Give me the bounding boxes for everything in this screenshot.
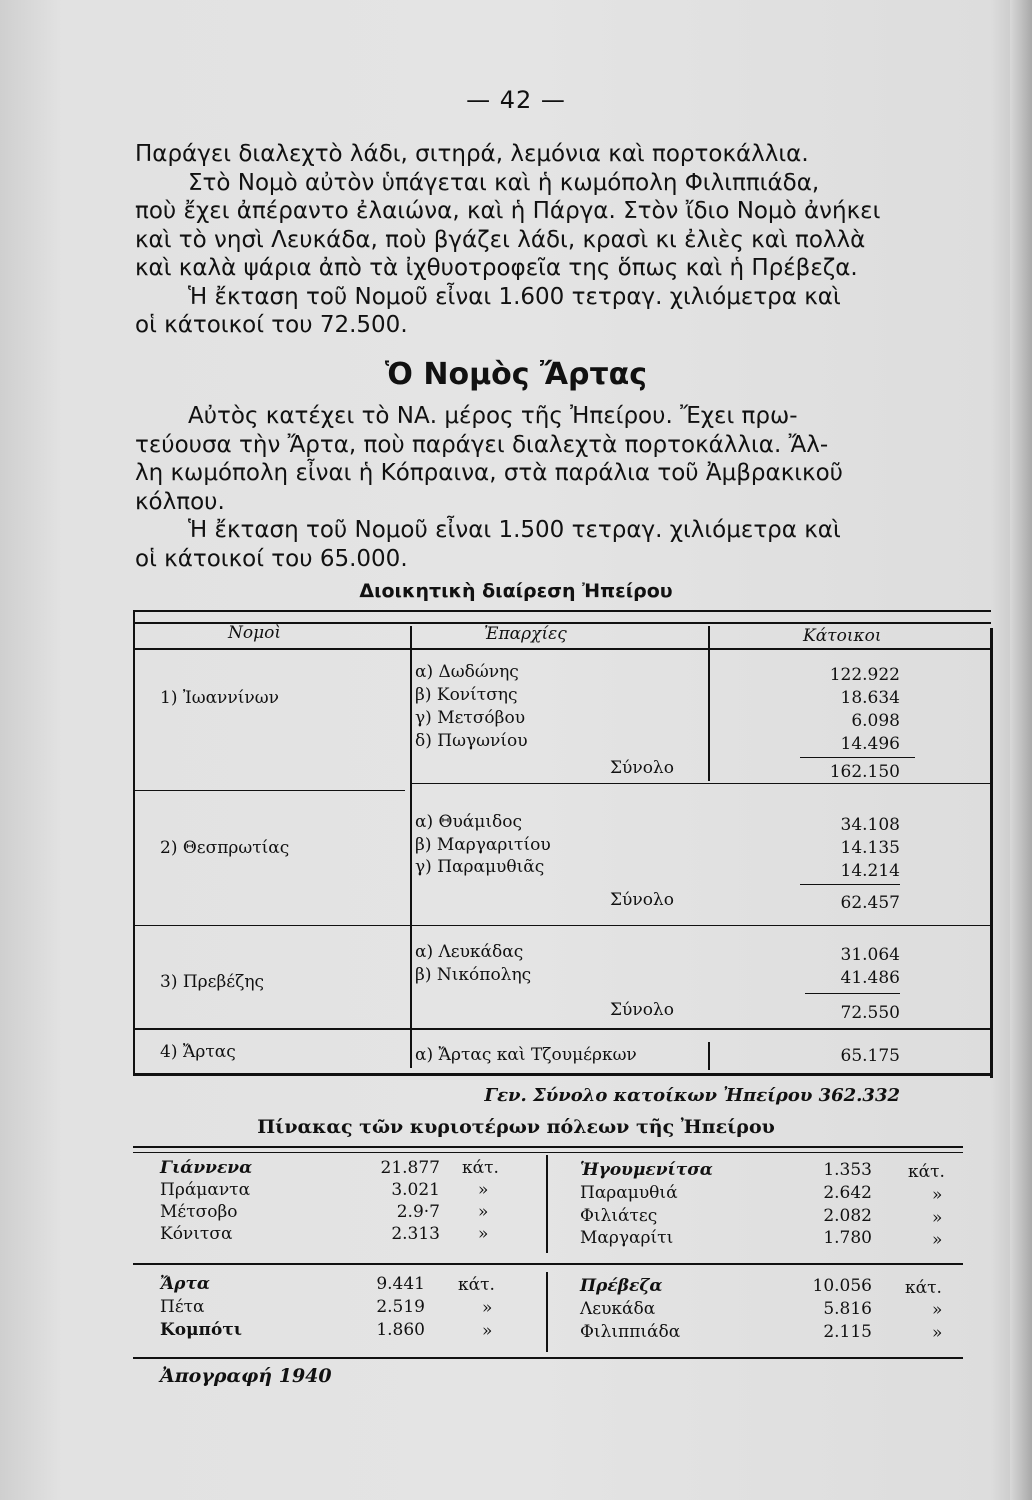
eparchia: β) Νικόπολης: [415, 965, 532, 985]
city-name: Μαργαρίτι: [580, 1228, 674, 1248]
ditto-mark: »: [932, 1185, 943, 1205]
city-population: 2.082: [823, 1206, 872, 1226]
city-population: 21.877: [380, 1158, 440, 1178]
city-population: 2.642: [823, 1183, 872, 1203]
city-name: Γιάννενα: [160, 1158, 253, 1178]
arta-paragraph: [135, 402, 980, 573]
population: 122.922: [829, 665, 900, 685]
text-line: Στὸ Νομὸ αὐτὸν ὑπάγεται καὶ ἡ κωμόπολη Φιλιππιάδα,: [188, 169, 820, 196]
cities-table-title: Πίνακας τῶν κυριοτέρων πόλεων τῆς Ἠπείρου: [257, 1116, 775, 1138]
group-rule: [135, 790, 405, 791]
population: 18.634: [840, 688, 900, 708]
eparchia: α) Δωδώνης: [415, 662, 519, 682]
city-name: Φιλιάτες: [580, 1206, 658, 1226]
population: 6.098: [851, 711, 900, 731]
arta-heading: Ὁ Νομὸς Ἄρτας: [384, 357, 648, 392]
header-eparchies: Ἐπαρχίες: [484, 624, 567, 644]
eparchia: γ) Παραμυθιᾶς: [415, 857, 545, 877]
page-edge: [1010, 0, 1032, 1500]
ditto-mark: »: [932, 1300, 943, 1320]
table-column-divider: [410, 626, 412, 1068]
total-population: 162.150: [829, 762, 900, 782]
city-name: Λευκάδα: [580, 1299, 656, 1319]
admin-table-caption: Διοικητικὴ διαίρεση Ἠπείρου: [359, 580, 673, 602]
city-population: 2.9·7: [396, 1202, 440, 1222]
abbr-katoikoi: κάτ.: [458, 1275, 495, 1295]
city-name: Ἄρτα: [160, 1274, 210, 1294]
city-population: 1.780: [823, 1228, 872, 1248]
text-line: λη κωμόπολη εἶναι ἡ Κόπραινα, στὰ παράλια τοῦ Ἀμβρακικοῦ: [135, 460, 843, 486]
total-label: Σύνολο: [610, 890, 674, 910]
table-border: [990, 628, 993, 1078]
header-katoikoi: Κάτοικοι: [803, 626, 882, 646]
table-rule: [133, 648, 991, 650]
table-rule: [133, 1357, 963, 1359]
city-population: 1.353: [823, 1160, 872, 1180]
text-line: οἱ κάτοικοί του 72.500.: [135, 312, 408, 338]
population: 14.135: [840, 838, 900, 858]
city-name: Φιλιππιάδα: [580, 1322, 681, 1342]
sum-rule: [805, 993, 900, 994]
city-name: Πράμαντα: [160, 1180, 251, 1200]
group-rule: [135, 925, 990, 926]
ditto-mark: »: [932, 1230, 943, 1250]
table-rule: [133, 1263, 963, 1265]
city-population: 9.441: [376, 1274, 425, 1294]
header-nomoi: Νομοὶ: [228, 623, 282, 643]
table-bottom-rule: [133, 1073, 993, 1076]
nomos-ioanninon: 1) Ἰωαννίνων: [160, 688, 279, 708]
preveza-paragraph: [135, 140, 980, 340]
population: 34.108: [840, 815, 900, 835]
population: 41.486: [840, 968, 900, 988]
nomos-prevezis: 3) Πρεβέζης: [160, 972, 265, 992]
ditto-mark: »: [932, 1323, 943, 1343]
column-divider: [546, 1272, 548, 1352]
text-line: καὶ καλὰ ψάρια ἀπὸ τὰ ἰχθυοτροφεῖα της ὅπως καὶ ἡ Πρέβεζα.: [135, 255, 858, 281]
total-population: 62.457: [840, 893, 900, 913]
text-line: κόλπου.: [135, 488, 225, 515]
eparchia: δ) Πωγωνίου: [415, 731, 528, 751]
sum-rule: [800, 757, 915, 758]
text-line: καὶ τὸ νησὶ Λευκάδα, ποὺ βγάζει λάδι, κρασὶ κι ἐλιὲς καὶ πολλὰ: [135, 226, 866, 253]
city-name: Ἡγουμενίτσα: [580, 1160, 713, 1180]
eparchia: α) Ἄρτας καὶ Τζουμέρκων: [415, 1045, 637, 1065]
text-line: ποὺ ἔχει ἀπέραντο ἐλαιώνα, καὶ ἡ Πάργα. Στὸν ἴδιο Νομὸ ἀνήκει: [135, 198, 881, 224]
ditto-mark: »: [932, 1208, 943, 1228]
eparchia: β) Μαργαριτίου: [415, 835, 551, 855]
table-border: [133, 610, 135, 1075]
population: 65.175: [840, 1046, 900, 1066]
eparchia: γ) Μετσόβου: [415, 708, 526, 728]
city-name: Κομπότι: [160, 1320, 243, 1340]
population: 14.496: [840, 734, 900, 754]
nomos-thesprotias: 2) Θεσπρωτίας: [160, 838, 290, 858]
ditto-mark: »: [482, 1298, 493, 1318]
city-name: Πέτα: [160, 1297, 205, 1317]
text-line: Παράγει διαλεχτὸ λάδι, σιτηρά, λεμόνια καὶ πορτοκάλλια.: [135, 141, 809, 167]
population: 14.214: [840, 861, 900, 881]
ditto-mark: »: [478, 1224, 489, 1244]
total-label: Σύνολο: [610, 1000, 674, 1020]
city-population: 2.313: [391, 1224, 440, 1244]
table-rule: [133, 610, 991, 612]
ditto-mark: »: [478, 1180, 489, 1200]
column-divider: [546, 1155, 548, 1253]
city-name: Παραμυθιά: [580, 1183, 678, 1203]
total-label: Σύνολο: [610, 758, 674, 778]
text-line: Αὐτὸς κατέχει τὸ ΝΑ. μέρος τῆς Ἠπείρου. Ἔχει πρω-: [188, 403, 798, 429]
eparchia: β) Κονίτσης: [415, 685, 518, 705]
census-note: Ἀπογραφή 1940: [160, 1365, 332, 1387]
text-line: Ἡ ἔκταση τοῦ Νομοῦ εἶναι 1.500 τετραγ. χιλιόμετρα καὶ: [188, 517, 841, 543]
table-column-divider: [708, 626, 710, 781]
table-rule: [133, 1146, 963, 1148]
table-column-divider: [708, 1042, 710, 1070]
city-population: 10.056: [812, 1276, 872, 1296]
city-population: 5.816: [823, 1299, 872, 1319]
eparchia: α) Λευκάδας: [415, 942, 524, 962]
page-number: — 42 —: [466, 86, 566, 114]
nomos-artas: 4) Ἄρτας: [160, 1042, 236, 1062]
abbr-katoikoi: κάτ.: [908, 1162, 945, 1182]
group-rule: [135, 1028, 990, 1030]
city-name: Μέτσοβο: [160, 1202, 238, 1222]
population: 31.064: [840, 945, 900, 965]
total-population: 72.550: [840, 1003, 900, 1023]
eparchia: α) Θυάμιδος: [415, 812, 522, 832]
sum-rule: [800, 884, 900, 885]
grand-total: Γεν. Σύνολο κατοίκων Ἠπείρου 362.332: [484, 1085, 900, 1106]
text-line: Ἡ ἔκταση τοῦ Νομοῦ εἶναι 1.600 τετραγ. χιλιόμετρα καὶ: [188, 283, 841, 310]
ditto-mark: »: [482, 1321, 493, 1341]
abbr-katoikoi: κάτ.: [462, 1158, 499, 1178]
group-rule: [412, 783, 990, 784]
ditto-mark: »: [478, 1202, 489, 1222]
abbr-katoikoi: κάτ.: [905, 1278, 942, 1298]
city-population: 1.860: [376, 1320, 425, 1340]
city-population: 3.021: [391, 1180, 440, 1200]
text-line: οἱ κάτοικοί του 65.000.: [135, 545, 408, 572]
city-population: 2.519: [376, 1297, 425, 1317]
text-line: τεύουσα τὴν Ἄρτα, ποὺ παράγει διαλεχτὰ πορτοκάλλια. Ἄλ-: [135, 431, 829, 458]
city-population: 2.115: [823, 1322, 872, 1342]
city-name: Πρέβεζα: [580, 1276, 663, 1296]
city-name: Κόνιτσα: [160, 1224, 233, 1244]
table-rule: [133, 1152, 963, 1153]
